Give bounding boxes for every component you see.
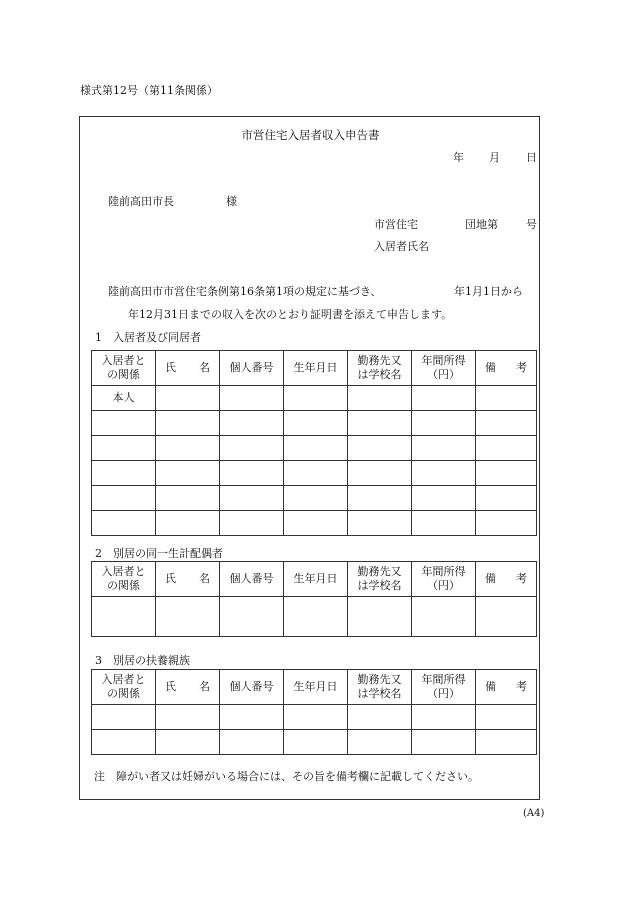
workplace-cell[interactable] [348,461,412,486]
id-number-cell[interactable] [220,461,284,486]
header-id-number: 個人番号 [220,351,284,386]
birthdate-cell[interactable] [284,461,348,486]
workplace-cell[interactable] [348,486,412,511]
footnote: 注 障がい者又は妊婦がいる場合には、その旨を備考欄に記載してください。 [94,770,479,783]
income-cell[interactable] [412,705,476,730]
id-number-cell[interactable] [220,511,284,536]
header-birthdate: 生年月日 [284,562,348,597]
header-remarks: 備 考 [476,670,537,705]
header-income: 年間所得 （円） [412,670,476,705]
header-name: 氏 名 [156,670,220,705]
date-day-label: 日 [526,151,537,164]
table-header-row [92,351,537,386]
date-year-label: 年 [453,151,464,164]
income-cell[interactable] [412,730,476,755]
relation-cell[interactable] [92,411,156,436]
header-workplace: 勤務先又 は学校名 [348,670,412,705]
remarks-cell[interactable] [476,436,537,461]
name-cell[interactable] [156,386,220,411]
income-cell[interactable] [412,511,476,536]
header-remarks: 備 考 [476,351,537,386]
name-cell[interactable] [156,597,220,637]
id-number-cell[interactable] [220,730,284,755]
header-id-number: 個人番号 [220,562,284,597]
id-number-cell[interactable] [220,386,284,411]
header-name: 氏 名 [156,351,220,386]
name-cell[interactable] [156,411,220,436]
header-relation: 入居者と の関係 [92,351,156,386]
header-remarks: 備 考 [476,562,537,597]
paper-size-label: (A4) [523,808,545,819]
relation-cell[interactable] [92,436,156,461]
header-workplace: 勤務先又 は学校名 [348,351,412,386]
name-cell[interactable] [156,730,220,755]
relation-cell: 本人 [92,386,156,411]
birthdate-cell[interactable] [284,436,348,461]
number-suffix: 号 [526,218,537,231]
income-cell[interactable] [412,436,476,461]
workplace-cell[interactable] [348,511,412,536]
remarks-cell[interactable] [476,386,537,411]
form-title: 市営住宅入居者収入申告書 [241,128,380,142]
birthdate-cell[interactable] [284,705,348,730]
table-row [92,411,537,436]
id-number-cell[interactable] [220,705,284,730]
header-income: 年間所得 （円） [412,351,476,386]
birthdate-cell[interactable] [284,597,348,637]
header-relation: 入居者と の関係 [92,670,156,705]
remarks-cell[interactable] [476,461,537,486]
table-header-row [92,670,537,705]
remarks-cell[interactable] [476,597,537,637]
remarks-cell[interactable] [476,411,537,436]
table-row [92,511,537,536]
remarks-cell[interactable] [476,511,537,536]
housing-label: 市営住宅 [374,218,418,231]
header-birthdate: 生年月日 [284,351,348,386]
table-row [92,705,537,730]
danchi-label: 団地第 [465,218,498,231]
addressee: 陸前高田市長 [108,195,174,208]
name-cell[interactable] [156,705,220,730]
table-header-row [92,562,537,597]
birthdate-cell[interactable] [284,486,348,511]
workplace-cell[interactable] [348,436,412,461]
relation-cell[interactable] [92,511,156,536]
workplace-cell[interactable] [348,705,412,730]
relation-cell[interactable] [92,730,156,755]
id-number-cell[interactable] [220,436,284,461]
workplace-cell[interactable] [348,597,412,637]
header-relation: 入居者と の関係 [92,562,156,597]
table-row [92,486,537,511]
body-text-line1: 陸前高田市市営住宅条例第16条第1項の規定に基づき、 [108,285,382,298]
table-row [92,436,537,461]
date-month-label: 月 [489,151,500,164]
household-table [91,350,537,536]
name-cell[interactable] [156,511,220,536]
header-name: 氏 名 [156,562,220,597]
relation-cell[interactable] [92,486,156,511]
section1-label: 1 入居者及び同居者 [95,331,201,344]
workplace-cell[interactable] [348,386,412,411]
table-row [92,461,537,486]
section3-label: 3 別居の扶養親族 [95,654,190,667]
header-id-number: 個人番号 [220,670,284,705]
header-income: 年間所得 （円） [412,562,476,597]
honorific: 様 [226,195,237,208]
income-cell[interactable] [412,461,476,486]
remarks-cell[interactable] [476,730,537,755]
name-cell[interactable] [156,436,220,461]
name-cell[interactable] [156,486,220,511]
birthdate-cell[interactable] [284,411,348,436]
remarks-cell[interactable] [476,486,537,511]
form-number-label: 様式第12号（第11条関係） [80,84,218,97]
remarks-cell[interactable] [476,705,537,730]
form-frame [79,116,540,800]
income-cell[interactable] [412,597,476,637]
body-text-line2: 年12月31日までの収入を次のとおり証明書を添えて申告します。 [128,308,453,321]
income-cell[interactable] [412,386,476,411]
resident-name-label: 入居者氏名 [374,240,429,253]
id-number-cell[interactable] [220,486,284,511]
workplace-cell[interactable] [348,411,412,436]
birthdate-cell[interactable] [284,511,348,536]
spouse-table [91,561,537,637]
body-text-line1-date: 年1月1日から [454,285,523,298]
workplace-cell[interactable] [348,730,412,755]
dependents-table [91,669,537,755]
header-birthdate: 生年月日 [284,670,348,705]
id-number-cell[interactable] [220,597,284,637]
id-number-cell[interactable] [220,411,284,436]
income-cell[interactable] [412,486,476,511]
relation-cell[interactable] [92,597,156,637]
birthdate-cell[interactable] [284,386,348,411]
relation-cell[interactable] [92,461,156,486]
table-row [92,386,537,411]
table-row [92,597,537,637]
income-cell[interactable] [412,411,476,436]
header-workplace: 勤務先又 は学校名 [348,562,412,597]
birthdate-cell[interactable] [284,730,348,755]
table-row [92,730,537,755]
relation-cell[interactable] [92,705,156,730]
name-cell[interactable] [156,461,220,486]
section2-label: 2 別居の同一生計配偶者 [95,547,223,560]
